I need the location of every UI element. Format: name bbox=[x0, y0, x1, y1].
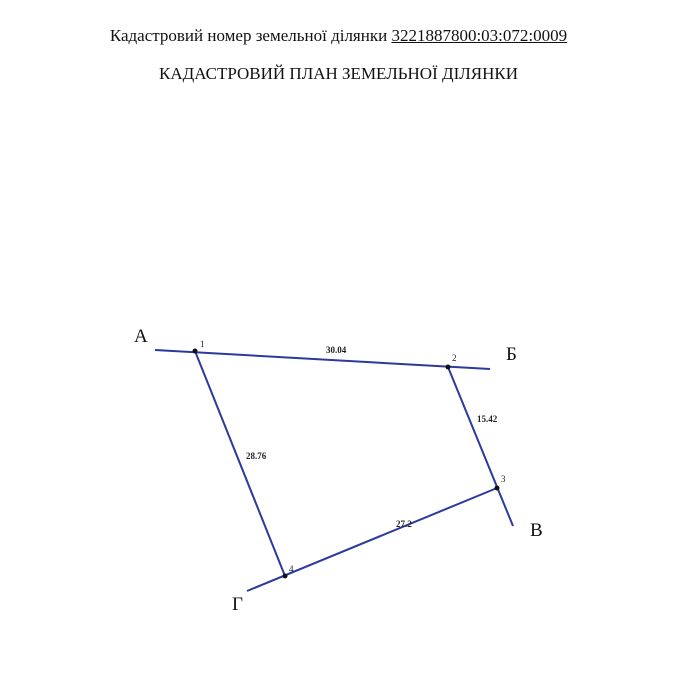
point-label-3: 3 bbox=[501, 474, 506, 484]
plan-title: КАДАСТРОВИЙ ПЛАН ЗЕМЕЛЬНОЇ ДІЛЯНКИ bbox=[158, 64, 518, 83]
side-length-3-4: 27.2 bbox=[396, 519, 412, 529]
boundary-line-4-1 bbox=[195, 351, 285, 576]
neighbor-label-v: В bbox=[530, 520, 543, 541]
point-label-1: 1 bbox=[200, 339, 205, 349]
vertex-marker bbox=[495, 486, 500, 491]
cadastral-number-label: Кадастровий номер земельної ділянки bbox=[109, 26, 388, 45]
cadastral-number: 3221887800:03:072:0009 bbox=[391, 26, 568, 45]
neighbor-label-b: Б bbox=[506, 344, 517, 365]
boundary-line-2-3 bbox=[448, 367, 513, 526]
boundary-line-1-2 bbox=[155, 350, 490, 369]
side-length-2-3: 15.42 bbox=[477, 414, 498, 424]
point-label-4: 4 bbox=[289, 564, 294, 574]
neighbor-label-a: А bbox=[134, 326, 148, 347]
side-length-1-2: 30.04 bbox=[326, 345, 347, 355]
vertex-marker bbox=[446, 365, 451, 370]
vertex-marker bbox=[283, 574, 288, 579]
side-length-4-1: 28.76 bbox=[246, 451, 267, 461]
point-label-2: 2 bbox=[452, 353, 457, 363]
neighbor-label-g: Г bbox=[232, 594, 243, 615]
vertex-marker bbox=[193, 349, 198, 354]
